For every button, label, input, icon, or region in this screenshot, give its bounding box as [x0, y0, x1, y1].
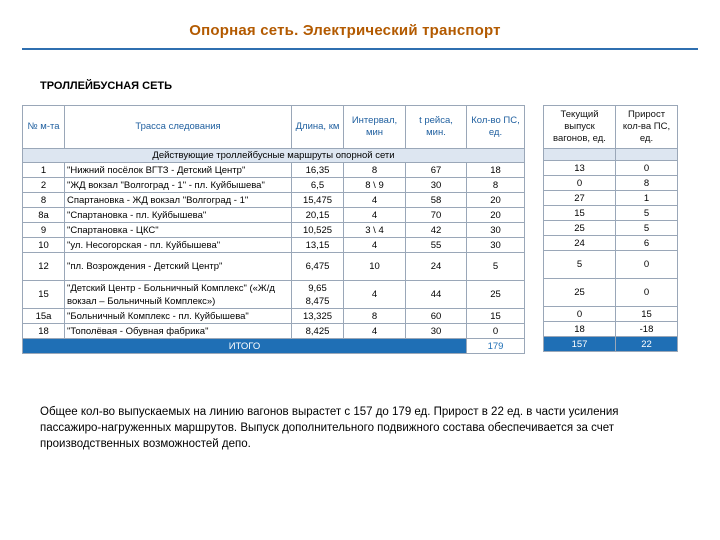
table-row — [544, 206, 678, 221]
total-vehicle-count: 179 — [467, 339, 525, 354]
route-interval: 4 — [344, 208, 406, 223]
fleet-growth: 6 — [616, 236, 678, 251]
route-trip-time: 55 — [406, 238, 467, 253]
fleet-growth: 8 — [616, 176, 678, 191]
table-row — [544, 191, 678, 206]
table-row — [544, 307, 678, 322]
route-number: 8а — [23, 208, 65, 223]
current-output: 24 — [544, 236, 616, 251]
route-length: 6,5 — [292, 178, 344, 193]
col-header-interval: Интервал, мин — [344, 106, 406, 149]
table-row — [23, 281, 525, 309]
fleet-growth: 0 — [616, 251, 678, 279]
route-interval: 4 — [344, 281, 406, 309]
route-name: "Нижний посёлок ВГТЗ - Детский Центр" — [65, 163, 292, 178]
current-output: 0 — [544, 176, 616, 191]
route-name: "ЖД вокзал "Волгоград - 1" - пл. Куйбышева" — [65, 178, 292, 193]
route-name: Спартановка - ЖД вокзал "Волгоград - 1" — [65, 193, 292, 208]
route-length: 6,475 — [292, 253, 344, 281]
col-header-length: Длина, км — [292, 106, 344, 149]
total-row — [23, 339, 525, 354]
current-output: 13 — [544, 161, 616, 176]
route-number: 10 — [23, 238, 65, 253]
slide-title: Опорная сеть. Электрический транспорт — [189, 22, 501, 39]
route-interval: 3 \ 4 — [344, 223, 406, 238]
col-header-trip-time: t рейса, мин. — [406, 106, 467, 149]
table-row — [23, 208, 525, 223]
route-length: 20,15 — [292, 208, 344, 223]
col-header-growth: Прирост кол-ва ПС, ед. — [616, 106, 678, 149]
table-row — [23, 253, 525, 281]
current-output: 15 — [544, 206, 616, 221]
route-interval: 10 — [344, 253, 406, 281]
table-row — [544, 251, 678, 279]
route-name: "Детский Центр - Больничный Комплекс" («Ж/д вокзал – Больничный Комплекс») — [65, 281, 292, 309]
route-trip-time: 58 — [406, 193, 467, 208]
route-interval: 8 — [344, 163, 406, 178]
current-output: 18 — [544, 322, 616, 337]
route-number: 15 — [23, 281, 65, 309]
conclusion-text: Общее кол-во выпускаемых на линию вагонов вырастет с 157 до 179 ед. Прирост в 22 ед. в части усиления пассажиро-нагруженных маршрутов. Выпуск дополнительного подвижного состава обеспечивается за счет производственных возможностей депо. — [40, 406, 619, 450]
fleet-subheader-spacer — [616, 149, 678, 161]
table-row — [544, 279, 678, 307]
route-number: 18 — [23, 324, 65, 339]
route-trip-time: 67 — [406, 163, 467, 178]
table-row — [544, 322, 678, 337]
table-row — [23, 324, 525, 339]
route-vehicle-count: 30 — [467, 238, 525, 253]
route-name: "Спартановка - пл. Куйбышева" — [65, 208, 292, 223]
route-trip-time: 60 — [406, 309, 467, 324]
fleet-table — [543, 105, 678, 352]
route-length: 8,425 — [292, 324, 344, 339]
route-length: 13,325 — [292, 309, 344, 324]
total-growth: 22 — [616, 337, 678, 352]
route-length: 10,525 — [292, 223, 344, 238]
route-vehicle-count: 8 — [467, 178, 525, 193]
col-header-current-output: Текущий выпуск вагонов, ед. — [544, 106, 616, 149]
route-interval: 8 \ 9 — [344, 178, 406, 193]
title-divider — [22, 48, 698, 50]
route-interval: 4 — [344, 324, 406, 339]
fleet-growth: 0 — [616, 161, 678, 176]
route-vehicle-count: 5 — [467, 253, 525, 281]
route-number: 2 — [23, 178, 65, 193]
fleet-growth: 0 — [616, 279, 678, 307]
col-header-route-number: № м-та — [23, 106, 65, 149]
route-name: "пл. Возрождения - Детский Центр" — [65, 253, 292, 281]
routes-table — [22, 105, 525, 354]
fleet-growth: -18 — [616, 322, 678, 337]
table-row — [23, 309, 525, 324]
route-length: 13,15 — [292, 238, 344, 253]
route-number: 9 — [23, 223, 65, 238]
total-current-output: 157 — [544, 337, 616, 352]
table-row — [544, 236, 678, 251]
current-output: 25 — [544, 279, 616, 307]
route-vehicle-count: 20 — [467, 193, 525, 208]
route-vehicle-count: 30 — [467, 223, 525, 238]
route-number: 12 — [23, 253, 65, 281]
route-name: "Тополёвая - Обувная фабрика" — [65, 324, 292, 339]
route-vehicle-count: 15 — [467, 309, 525, 324]
route-interval: 8 — [344, 309, 406, 324]
col-header-route: Трасса следования — [65, 106, 292, 149]
section-heading: ТРОЛЛЕЙБУСНАЯ СЕТЬ — [40, 80, 173, 92]
current-output: 27 — [544, 191, 616, 206]
route-length: 15,475 — [292, 193, 344, 208]
fleet-growth: 1 — [616, 191, 678, 206]
route-vehicle-count: 0 — [467, 324, 525, 339]
route-interval: 4 — [344, 193, 406, 208]
route-trip-time: 42 — [406, 223, 467, 238]
route-number: 1 — [23, 163, 65, 178]
route-name: "Больничный Комплекс - пл. Куйбышева" — [65, 309, 292, 324]
route-trip-time: 70 — [406, 208, 467, 223]
table-row — [23, 163, 525, 178]
table-row — [544, 221, 678, 236]
fleet-growth: 5 — [616, 206, 678, 221]
route-length: 16,35 — [292, 163, 344, 178]
table-row — [544, 161, 678, 176]
total-row — [544, 337, 678, 352]
route-number: 8 — [23, 193, 65, 208]
route-trip-time: 30 — [406, 178, 467, 193]
table-row — [23, 238, 525, 253]
current-output: 0 — [544, 307, 616, 322]
fleet-growth: 5 — [616, 221, 678, 236]
table-row — [23, 223, 525, 238]
route-vehicle-count: 25 — [467, 281, 525, 309]
fleet-subheader-spacer — [544, 149, 616, 161]
route-name: "ул. Несогорская - пл. Куйбышева" — [65, 238, 292, 253]
current-output: 5 — [544, 251, 616, 279]
routes-subheader: Действующие троллейбусные маршруты опорной сети — [23, 149, 525, 163]
table-row — [23, 178, 525, 193]
col-header-vehicle-count: Кол-во ПС, ед. — [467, 106, 525, 149]
route-trip-time: 44 — [406, 281, 467, 309]
route-trip-time: 24 — [406, 253, 467, 281]
route-vehicle-count: 20 — [467, 208, 525, 223]
fleet-growth: 15 — [616, 307, 678, 322]
route-name: "Спартановка - ЦКС" — [65, 223, 292, 238]
table-row — [23, 193, 525, 208]
route-vehicle-count: 18 — [467, 163, 525, 178]
current-output: 25 — [544, 221, 616, 236]
route-length: 9,65 8,475 — [292, 281, 344, 309]
route-interval: 4 — [344, 238, 406, 253]
table-row — [544, 176, 678, 191]
route-trip-time: 30 — [406, 324, 467, 339]
total-label: ИТОГО — [23, 339, 467, 354]
route-number: 15а — [23, 309, 65, 324]
